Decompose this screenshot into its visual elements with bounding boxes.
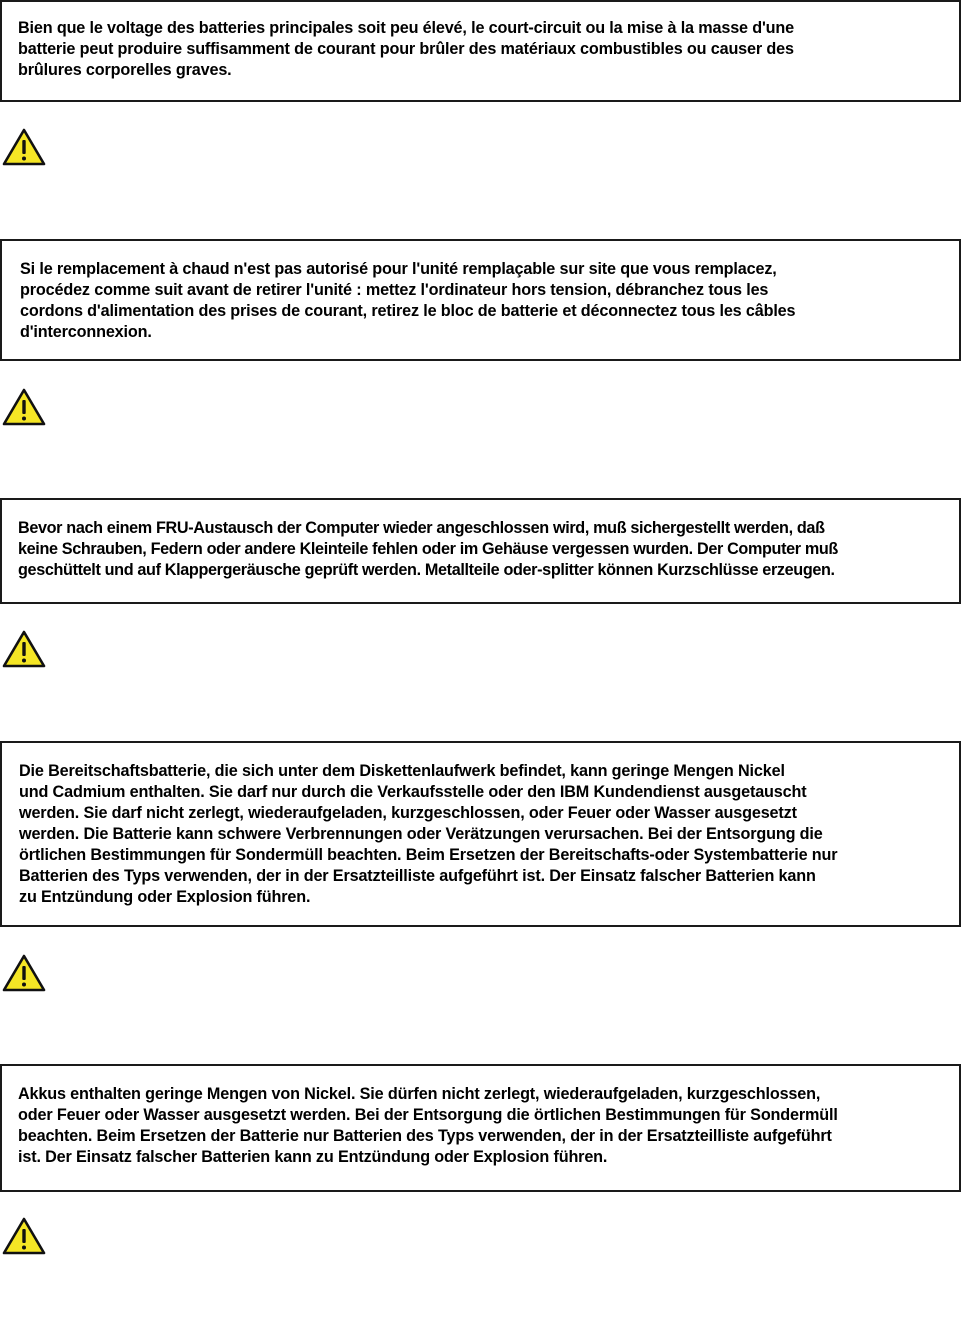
warning-triangle-icon [1, 1216, 47, 1256]
warning-triangle-icon [1, 127, 47, 167]
warning-triangle-icon [1, 953, 47, 993]
notice-text: Die Bereitschaftsbatterie, die sich unter dem Diskettenlaufwerk befindet, kann geringe Mengen Nickel und Cadmium enthalten. Sie darf nur durch die Verkaufsstelle oder den IBM Kundendienst ausgetauscht werden. Sie darf nicht zerlegt, wiederaufgeladen, kurzgeschlossen, oder Feuer oder Wasser ausgesetzt werden. Die Batterie kann schwere Verbrennungen oder Verätzungen verursachen. Bei der Entsorgung die örtlichen Bestimmungen für Sondermüll beachten. Beim Ersetzen der Bereitschafts-oder Systembatterie nur Batterien des Typs verwenden, der in der Ersatzteilliste aufgeführt ist. Der Einsatz falscher Batterien kann zu Entzündung oder Explosion führen. [19, 762, 838, 906]
notice-box-akkus-de [0, 1064, 961, 1192]
notice-text: Akkus enthalten geringe Mengen von Nickel. Sie dürfen nicht zerlegt, wiederaufgeladen, kurzgeschlossen, oder Feuer oder Wasser ausgesetzt werden. Bei der Entsorgung die örtlichen Bestimmungen für Sondermüll beachten. Beim Ersetzen der Batterie nur Batterien des Typs verwenden, der in der Ersatzteilliste aufgeführt ist. Der Einsatz falscher Batterien kann zu Entzündung oder Explosion führen. [18, 1085, 838, 1166]
notice-text: Bevor nach einem FRU-Austausch der Computer wieder angeschlossen wird, muß sichergestellt werden, daß keine Schrauben, Federn oder andere Kleinteile fehlen oder im Gehäuse vergessen wurden. Der Computer muß geschüttelt und auf Klappergeräusche geprüft werden. Metallteile oder-splitter können Kurzschlüsse erzeugen. [18, 519, 838, 579]
warning-triangle-icon [1, 387, 47, 427]
notice-box-hot-swap-fr [0, 239, 961, 361]
notice-text: Si le remplacement à chaud n'est pas autorisé pour l'unité remplaçable sur site que vous remplacez, procédez comme suit avant de retirer l'unité : mettez l'ordinateur hors tension, débranchez tous les cordons d'alimentation des prises de courant, retirez le bloc de batterie et déconnectez tous les câbles d'interconnexion. [20, 260, 796, 341]
notice-box-battery-voltage-fr [0, 0, 961, 102]
notice-box-standby-battery-de [0, 741, 961, 927]
notice-text: Bien que le voltage des batteries principales soit peu élevé, le court-circuit ou la mise à la masse d'une batterie peut produire suffisamment de courant pour brûler des matériaux combustibles ou causer des brûlures corporelles graves. [18, 19, 795, 79]
notice-box-fru-de [0, 498, 961, 604]
warning-triangle-icon [1, 629, 47, 669]
